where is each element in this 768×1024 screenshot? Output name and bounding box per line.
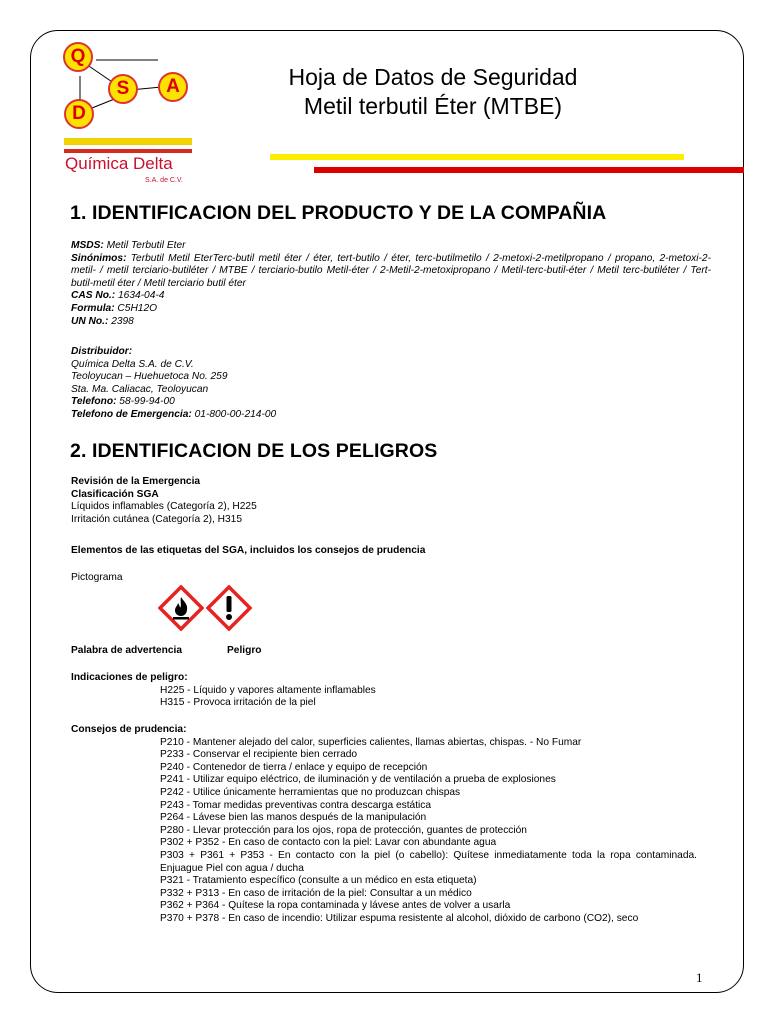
document-title: Hoja de Datos de Seguridad	[288, 64, 578, 90]
precaution-item: P242 - Utilice únicamente herramientas que no produzcan chispas	[160, 786, 461, 798]
precaution-item: P303 + P361 + P353 - En contacto con la piel (o cabello): Quítese inmediatamente toda la ropa contaminada. Enjuague Piel con agua / ducha	[160, 849, 697, 874]
hazard-statements	[71, 672, 711, 710]
page-number: 1	[696, 970, 703, 985]
cas-label: CAS No.:	[71, 290, 116, 302]
precaution-item: P370 + P378 - En caso de incendio: Utilizar espuma resistente al alcohol, dióxido de carbono (CO2), seco	[160, 912, 639, 924]
distributor-info	[71, 346, 711, 422]
hazard-item: H315 - Provoca irritación de la piel	[160, 697, 316, 709]
precaution-item: P210 - Mantener alejado del calor, superficies calientes, llamas abiertas, chispas. - No Fumar	[160, 736, 582, 748]
precaution-item: P362 + P364 - Quítese la ropa contaminada y lávese antes de volver a usarla	[160, 900, 511, 912]
palabra-value: Peligro	[227, 645, 262, 656]
section-1-heading: 1. IDENTIFICACION DEL PRODUCTO Y DE LA COMPAÑIA	[70, 202, 607, 224]
logo-yellow-bar	[64, 138, 192, 145]
elementos-heading: Elementos de las etiquetas del SGA, incluidos los consejos de prudencia	[71, 545, 426, 556]
precaution-item: P264 - Lávese bien las manos después de la manipulación	[160, 812, 427, 824]
logo-red-bar	[64, 149, 192, 153]
flame-icon	[158, 585, 204, 631]
un-label: UN No.:	[71, 315, 109, 327]
formula-value: C5H12O	[114, 302, 158, 314]
precaution-item: P243 - Tomar medidas preventivas contra descarga estática	[160, 799, 432, 811]
distributor-line-1: Química Delta S.A. de C.V.	[71, 358, 194, 370]
hazard-item: H225 - Líquido y vapores altamente inflamables	[160, 684, 376, 696]
emergency-classification	[71, 476, 711, 526]
pictograma-label: Pictograma	[71, 572, 123, 583]
cas-value: 1634-04-4	[115, 290, 165, 302]
header-red-rule	[314, 167, 744, 173]
precaution-item: P240 - Contenedor de tierra / enlace y equipo de recepción	[160, 761, 428, 773]
precaution-item: P233 - Conservar el recipiente bien cerrado	[160, 749, 358, 761]
telefono-value: 58-99-94-00	[116, 396, 175, 408]
section-2-heading: 2. IDENTIFICACION DE LOS PELIGROS	[70, 440, 438, 462]
logo-letter-s: S	[108, 74, 138, 104]
product-identification	[71, 240, 711, 328]
logo-company-suffix: S.A. de C.V.	[145, 177, 183, 184]
palabra-label: Palabra de advertencia	[71, 645, 182, 656]
precaution-item: P321 - Tratamiento específico (consulte a un médico en esta etiqueta)	[160, 875, 477, 887]
logo-letter-a: A	[158, 72, 188, 102]
clasificacion-heading: Clasificación SGA	[71, 488, 159, 500]
msds-label: MSDS:	[71, 240, 104, 251]
precaution-item: P302 + P352 - En caso de contacto con la piel: Lavar con abundante agua	[160, 837, 497, 849]
consejos-heading: Consejos de prudencia:	[71, 724, 187, 735]
precaution-item: P332 + P313 - En caso de irritación de la piel: Consultar a un médico	[160, 887, 472, 899]
logo-company-name: Química Delta	[65, 154, 173, 173]
distributor-line-2: Teoloyucan – Huehuetoca No. 259	[71, 371, 228, 383]
classification-item-2: Irritación cutánea (Categoría 2), H315	[71, 513, 243, 525]
logo-letter-d: D	[64, 99, 94, 129]
header-yellow-rule	[270, 154, 684, 160]
sinonimos-value: Terbutil Metil EterTerc-butil metil éter / éter, tert-butilo / éter, terc-butilmetilo / 2-metoxi-2-metilpropano / propano, 2-metoxi-2-metil- / metil terciario-butiléter / MTBE / terciario-butilo Metil-éter / 2-Metil-2-metoxipropano / Metil-terc-butil-éter / Metil terc-butiléter / Tert-butil-metil éter / Metil terciario butil éter	[71, 252, 711, 289]
revision-heading: Revisión de la Emergencia	[71, 476, 201, 487]
precaution-item: P280 - Llevar protección para los ojos, ropa de protección, guantes de protección	[160, 824, 527, 836]
telefono-label: Telefono:	[71, 396, 117, 408]
precaution-item: P241 - Utilizar equipo eléctrico, de iluminación y de ventilación a prueba de explosiones	[160, 774, 556, 786]
precautionary-statements	[71, 724, 711, 926]
msds-value: Metil Terbutil Eter	[103, 240, 186, 251]
classification-item-1: Líquidos inflamables (Categoría 2), H225	[71, 501, 257, 513]
distributor-line-3: Sta. Ma. Caliacac, Teoloyucan	[71, 383, 209, 395]
emergencia-value: 01-800-00-214-00	[191, 408, 277, 420]
signal-word-row	[71, 645, 711, 658]
un-value: 2398	[108, 315, 134, 327]
indicaciones-heading: Indicaciones de peligro:	[71, 672, 188, 683]
emergencia-label: Telefono de Emergencia:	[71, 408, 192, 420]
precaution-list	[71, 737, 711, 926]
distribuidor-label: Distribuidor:	[71, 346, 133, 357]
formula-label: Formula:	[71, 302, 115, 314]
logo-letter-q: Q	[63, 42, 93, 72]
exclamation-icon	[206, 585, 252, 631]
document-subtitle: Metil terbutil Éter (MTBE)	[303, 93, 563, 119]
sinonimos-label: Sinónimos:	[71, 252, 127, 264]
